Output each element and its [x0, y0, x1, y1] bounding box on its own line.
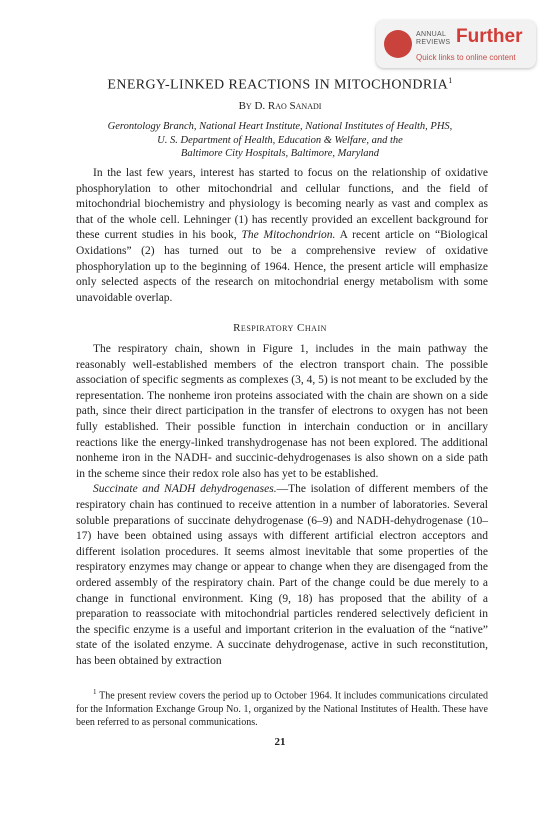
author-name: D. Rao Sanadi [254, 100, 322, 112]
intro-paragraph [76, 166, 488, 306]
footnote [76, 686, 488, 730]
affiliation [0, 120, 560, 161]
publisher-line-1: ANNUAL [416, 31, 447, 38]
dehydrogenases-paragraph [76, 482, 488, 669]
further-banner[interactable] [376, 20, 536, 68]
intro-book-title: The Mitochondrion. [241, 229, 336, 242]
author-prefix: By [238, 100, 252, 112]
annual-reviews-wordmark [416, 31, 450, 47]
respiratory-section [76, 342, 488, 669]
subsection-title: Succinate and NADH dehydrogenases. [93, 483, 277, 496]
subsection-text: —The isolation of different members of the respiratory chain has continued to receive attention in a number of laboratories. Several soluble preparations of succinate dehydrogenase (6–9) and NADH-dehydrogenase (10–17) have been obtained using assays with different artificial electron acceptors and different isolation procedures. It seems almost inevitable that some properties of the respiratory enzymes may change or appear to change when they are disengaged from the ordered assembly of the respiratory chain. Part of the change could be due merely to a change in functional environment. King (9, 18) has proposed that the ability of a preparation to reassociate with mitochondrial particles rendered selectively deficient in the specific enzyme is a useful and important criterion in the evaluation of the “native” state of the isolated enzyme. A succinate dehydrogenase, active in such reconstitution, has been obtained by extraction [76, 483, 488, 667]
page-number: 21 [274, 736, 286, 748]
quick-links-text: Quick links to online content [416, 53, 516, 62]
intro-text-part-1: In the last few years, interest has started to focus on the relationship of oxidative phosphorylation to other mitochondrial and cellular functions, and the field of mitochondrial biochemistry and physiology is becoming nearly as vast and complex as that of the whole cell. Lehninger (1) has recently provided an excellent background for these current studies in his book, [76, 167, 488, 242]
affiliation-line-2: U. S. Department of Health, Education & Welfare, and the [157, 134, 403, 146]
intro-text-part-2: A recent article on “Biological Oxidations” (2) has turned out to be a comprehensive review of oxidative phosphorylation up to the beginning of 1964. Hence, the present article will emphasize only selected aspects of the research on mitochondrial energy metabolism with some unavoidable overlap. [76, 229, 488, 304]
publisher-line-2: REVIEWS [416, 39, 451, 46]
intro-section [76, 166, 488, 306]
footnote-mark: 1 [93, 688, 97, 696]
section-heading: Respiratory Chain [233, 322, 327, 334]
article-title-text: ENERGY-LINKED REACTIONS IN MITOCHONDRIA [107, 77, 449, 93]
further-label: Further [456, 26, 523, 47]
respiratory-paragraph: The respiratory chain, shown in Figure 1, includes in the main pathway the reasonably well-established members of the electron transport chain. The possible association of specific segments as complexes (3, 4, 5) is not meant to be excluded by the representation. The nonheme iron proteins associated with the chain are shown on a side path, since their direct participation in the transfer of electrons to oxygen has not been fully established. Their possible function in interchain conduction or in ancillary reactions like the energy-linked transhydrogenase has not been explored. The additional nonheme iron in the NADH- and succinic-dehydrogenases is also shown on a side path in the scheme since their redox role also has yet to be established. [76, 343, 488, 480]
annual-reviews-logo-icon [384, 30, 412, 58]
article-title [0, 76, 560, 94]
affiliation-line-1: Gerontology Branch, National Heart Institute, National Institutes of Health, PHS, [107, 121, 453, 132]
title-footnote-mark[interactable]: 1 [448, 76, 453, 85]
footnote-text: The present review covers the period up to October 1964. It includes communications circulated for the Information Exchange Group No. 1, organized by the National Institutes of Health. These have been referred to as personal communications. [76, 690, 488, 729]
affiliation-line-3: Baltimore City Hospitals, Baltimore, Maryland [180, 148, 380, 159]
author-line [0, 100, 560, 112]
